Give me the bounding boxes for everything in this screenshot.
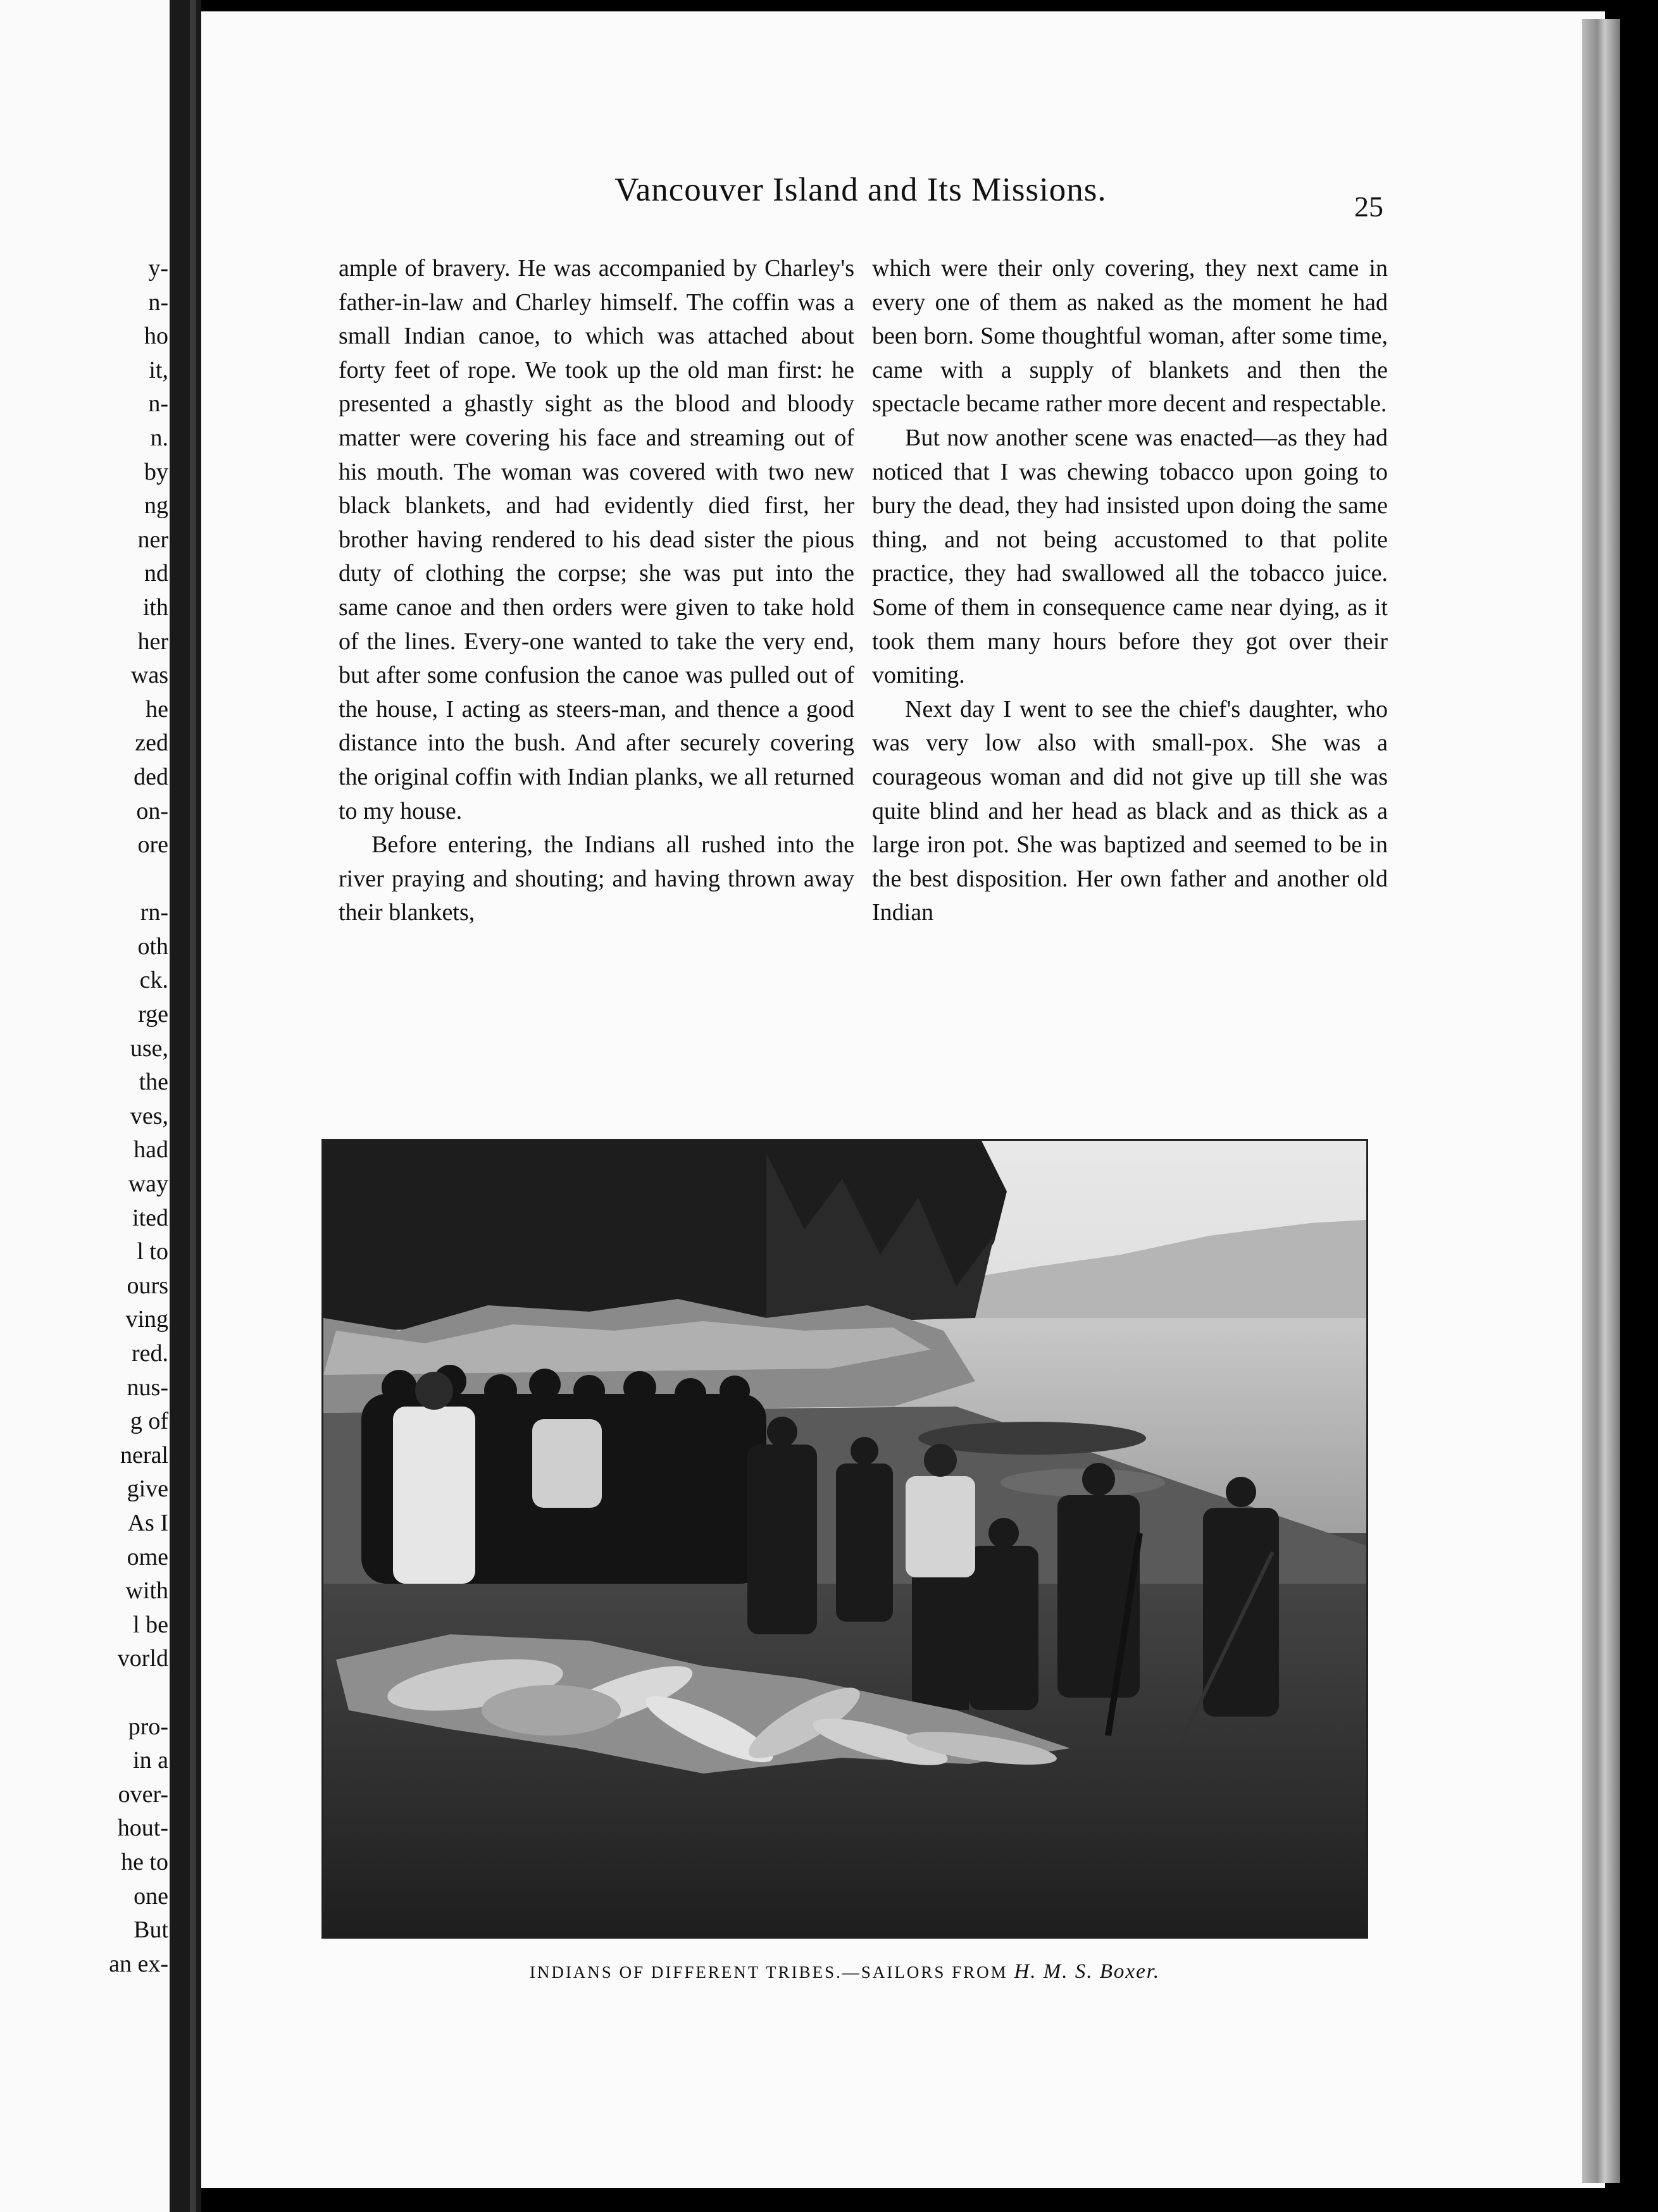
facing-page-fragment	[109, 862, 168, 897]
facing-page-fragment	[109, 1676, 168, 1710]
facing-page-fragment: he to	[121, 1848, 168, 1875]
figure-white-shirt	[906, 1476, 975, 1577]
paragraph: But now another scene was enacted—as they had noticed that I was chewing tobacco upon going to bury the dead, they had insisted upon doing the same thing, and not being accustomed to that polite practice, they had swallowed all the tobacco juice. Some of them in consequence came near dying, as it took them many hours before they got over their vomiting.	[872, 424, 1388, 689]
facing-page-fragment: y-	[148, 255, 168, 282]
facing-page-fragment: had	[134, 1136, 168, 1164]
facing-page-fragment: he	[146, 695, 168, 723]
facing-page-fragment: red.	[131, 1340, 168, 1367]
facing-page-fragment: ho	[144, 323, 168, 350]
facing-page-fragment: hout-	[117, 1815, 168, 1842]
facing-page-fragment: ner	[137, 526, 168, 553]
facing-page-fragment: ome	[127, 1543, 168, 1570]
facing-page-fragment: nus-	[127, 1374, 168, 1401]
facing-page-fragment: l be	[133, 1611, 168, 1638]
facing-page-fragment: ving	[125, 1306, 168, 1333]
facing-page-fragment: rn-	[140, 899, 168, 926]
paragraph: Next day I went to see the chief's daughter, who was very low also with small-pox. She was a courageous woman and did not give up till she was quite blind and her head as black and as thick as a large iron pot. She was baptized and seemed to be in the best disposition. Her own father and another old Indian	[872, 695, 1388, 926]
photograph	[321, 1139, 1368, 1939]
facing-page-fragment: ck.	[139, 967, 168, 994]
facing-page-fragment: l to	[137, 1238, 168, 1265]
facing-page-text-fragments	[109, 252, 168, 1981]
photo-caption	[323, 1960, 1367, 1984]
caption-ship-name: H. M. S. Boxer.	[1014, 1960, 1161, 1983]
running-header: Vancouver Island and Its Missions.	[614, 171, 1107, 208]
facing-page-fragment: g of	[130, 1408, 168, 1435]
facing-page-fragment: As I	[127, 1509, 168, 1536]
facing-page-fragment: give	[127, 1476, 168, 1503]
facing-page-fragment: ng	[144, 492, 168, 519]
figure-white-coat	[393, 1407, 475, 1584]
facing-page-fragment: nd	[144, 560, 168, 587]
facing-page-fragment: with	[125, 1577, 168, 1605]
page-edges	[1582, 19, 1620, 2183]
facing-page-fragment: it,	[149, 356, 168, 383]
caption-text: INDIANS OF DIFFERENT TRIBES.—SAILORS FROM	[529, 1963, 1014, 1982]
facing-page-fragment: neral	[120, 1441, 168, 1469]
facing-page-fragment: was	[130, 662, 168, 689]
facing-page-fragment: vorld	[117, 1645, 168, 1672]
facing-page-fragment: pro-	[128, 1713, 168, 1740]
facing-page-fragment: n-	[148, 289, 168, 316]
facing-page-fragment: ited	[132, 1204, 168, 1231]
text-column-left	[339, 252, 854, 930]
facing-page-fragment: ded	[134, 763, 168, 790]
facing-page-fragment: in a	[133, 1747, 168, 1774]
facing-page	[0, 0, 170, 2212]
facing-page-fragment: ours	[127, 1272, 168, 1299]
facing-page-fragment: over-	[118, 1780, 168, 1808]
facing-page-fragment: by	[144, 458, 168, 485]
facing-page-fragment: use,	[130, 1035, 168, 1062]
facing-page-fragment: an ex-	[109, 1950, 168, 1977]
facing-page-fragment: But	[134, 1917, 168, 1944]
facing-page-fragment: zed	[135, 730, 168, 757]
paragraph: which were their only covering, they next came in every one of them as naked as the moment he had been born. Some thoughtful woman, after some time, came with a supply of blankets and then the spectacle became rather more decent and respectable.	[872, 255, 1388, 418]
facing-page-fragment: ves,	[130, 1102, 168, 1129]
paragraph: Before entering, the Indians all rushed into the river praying and shouting; and having thrown away their blankets,	[339, 831, 854, 926]
book-gutter	[170, 0, 201, 2212]
facing-page-fragment: one	[134, 1882, 168, 1910]
gutter-shadow	[190, 0, 196, 2212]
text-column-right	[872, 252, 1388, 930]
facing-page-fragment: way	[128, 1171, 168, 1198]
facing-page-fragment: ith	[142, 593, 168, 621]
paragraph: ample of bravery. He was accompanied by Charley's father-in-law and Charley himself. The coffin was a small Indian canoe, to which was attached about forty feet of rope. We took up the old man first: he presented a ghastly sight as the blood and bloody matter were covering his face and streaming out of his mouth. The woman was covered with two new black blankets, and had evidently died first, her brother having rendered to his dead sister the pious duty of clothing the corpse; she was put into the same canoe and then orders were given to take hold of the lines. Every-one wanted to take the very end, but after some confusion the canoe was pulled out of the house, I acting as steers-man, and thence a good distance into the bush. And after securely covering the original coffin with Indian planks, we all returned to my house.	[339, 255, 854, 824]
facing-page-fragment: the	[139, 1069, 168, 1096]
facing-page-fragment: her	[137, 628, 168, 655]
page-number: 25	[1354, 190, 1383, 223]
facing-page-fragment: n.	[150, 424, 168, 451]
facing-page-fragment: rge	[138, 1001, 168, 1028]
facing-page-fragment: ore	[137, 831, 168, 859]
facing-page-fragment: on-	[136, 797, 168, 824]
photograph-illustration	[323, 1141, 1366, 1937]
facing-page-fragment: oth	[137, 933, 168, 960]
facing-page-fragment: n-	[148, 390, 168, 418]
